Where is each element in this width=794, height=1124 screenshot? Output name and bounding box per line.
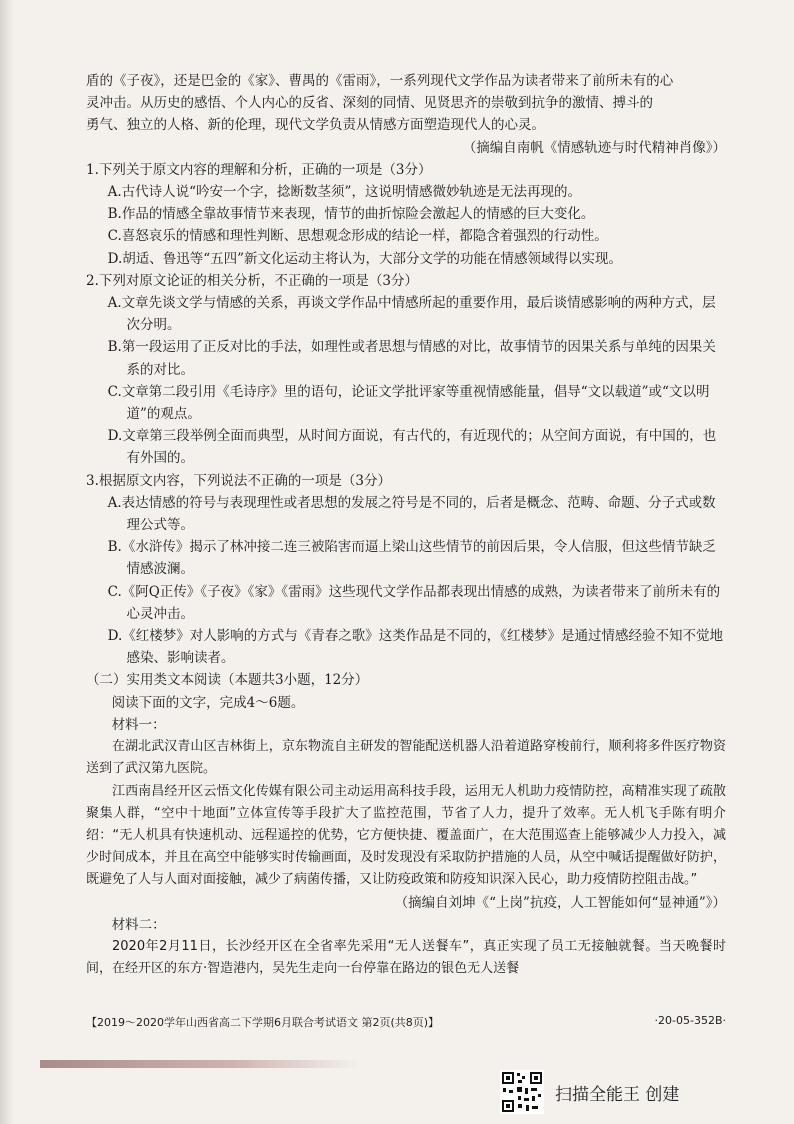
question-2-option-d: D.文章第三段举例全面而典型，从时间方面说，有古代的，有近现代的；从空间方面说，有中国的，也有外国的。 [107,428,717,467]
question-3-option-b: B.《水浒传》揭示了林冲接二连三被陷害而逼上梁山这些情节的前因后果，令人信服，但这些情节缺乏情感波澜。 [107,539,716,578]
question-2-option-a: A.文章先谈文学与情感的关系，再谈文学作品中情感所起的重要作用，最后谈情感影响的两种方式，层次分明。 [107,295,716,334]
intro-source: （摘编自南帆《情感轨迹与时代精神肖像》） [462,139,726,156]
material-1-label: 材料一： [111,716,166,733]
question-1-option-b: B.作品的情感全靠故事情节来表现，情节的曲折惊险会激起人的情感的巨大变化。 [107,206,595,223]
footer-left: 【2019～2020学年山西省高二下学期6月联合考试语文 第2页(共8页)】 [86,1016,440,1029]
section-2-heading: （二）实用类文本阅读（本题共3小题，12分） [86,672,369,689]
footer-right: ·20-05-352B· [654,1014,726,1027]
question-2-option-b: B.第一段运用了正反对比的手法，如理性或者思想与情感的对比，故事情节的因果关系与单纯的因果关系的对比。 [107,339,716,378]
question-3-option-d: D.《红楼梦》对人影响的方式与《青春之歌》这类作品是不同的，《红楼梦》是通过情感经验不知不觉地感染、影响读者。 [107,628,723,667]
section-2-instruction: 阅读下面的文字，完成4～6题。 [111,694,305,711]
question-1-option-c: C.喜怒哀乐的情感和理性判断、思想观念形成的结论一样，都隐含着强烈的行动性。 [107,228,608,245]
qr-code-icon [500,1070,544,1114]
material-1-paragraph-2: 江西南昌经开区云悟文化传媒有限公司主动运用高科技手段，运用无人机助力疫情防控，高精准实现了疏散聚集人群，“空中十地面”立体宣传等手段扩大了监控范围，节省了人力，提升了效率。无人机飞手陈有明介绍：“无人机具有快速机动、远程遥控的优势，它方便快捷、覆盖面广，在大范围巡查上能够减少人力投入，减少时间成本，并且在高空中能够实时传输画面，及时发现没有采取防护措施的人员，从空中喊话提醒做好防护，既避免了人与人面对面接触，减少了病菌传播，又让防疫政策和防疫知识深入民心，助力疫情防控阻击战。” [86,783,726,888]
intro-line-1: 盾的《子夜》，还是巴金的《家》、曹禺的《雷雨》，一系列现代文学作品为读者带来了前所未有的心 [86,73,674,89]
question-3-option-a: A.表达情感的符号与表现理性或者思想的发展之符号是不同的，后者是概念、范畴、命题、分子式或数理公式等。 [107,494,716,534]
intro-line-3: 勇气、独立的人格、新的伦理，现代文学负责从情感方面塑造现代人的心灵。 [86,117,545,134]
material-1-source: （摘编自刘坤《“上岗”抗疫，人工智能如何“显神通”》） [394,894,726,911]
scan-artifact [40,1060,360,1068]
material-2-paragraph-1: 2020年2月11日，长沙经开区在全省率先采用“无人送餐车”，真正实现了员工无接触就餐。当天晚餐时间，在经开区的东方·智造港内，吴先生走向一台停靠在路边的银色无人送餐 [86,938,726,977]
material-2-label: 材料二： [111,916,166,933]
question-1-stem: 1.下列关于原文内容的理解和分析，正确的一项是（3分） [86,161,432,178]
question-3-option-c: C.《阿Q正传》《子夜》《家》《雷雨》这些现代文学作品都表现出情感的成熟，为读者带来了前所未有的心灵冲击。 [107,583,721,622]
question-2-stem: 2.下列对原文论证的相关分析，不正确的一项是（3分） [86,272,418,289]
page-footer [86,1014,726,1030]
intro-line-2: 灵冲击。从历史的感悟、个人内心的反省、深刻的同情、见贤思齐的崇敬到抗争的激情、搏斗的 [86,95,653,112]
question-1-option-d: D.胡适、鲁迅等“五四”新文化运动主将认为，大部分文学的功能在情感领域得以实现。 [107,250,623,267]
scanner-brand: 扫描全能王 创建 [555,1085,680,1105]
page-content [86,70,726,980]
scan-edge-shadow [0,0,14,1124]
question-3-stem: 3.根据原文内容，下列说法不正确的一项是（3分） [86,472,391,489]
question-2-option-c: C.文章第二段引用《毛诗序》里的语句，论证文学批评家等重视情感能量，倡导“文以载道”或“文以明道”的观点。 [107,383,710,423]
material-1-paragraph-1: 在湖北武汉青山区吉林街上，京东物流自主研发的智能配送机器人沿着道路穿梭前行，顺利将多件医疗物资送到了武汉第九医院。 [86,739,726,777]
question-1-option-a: A.古代诗人说“吟安一个字，捻断数茎须”，这说明情感微妙轨迹是无法再现的。 [107,184,581,201]
